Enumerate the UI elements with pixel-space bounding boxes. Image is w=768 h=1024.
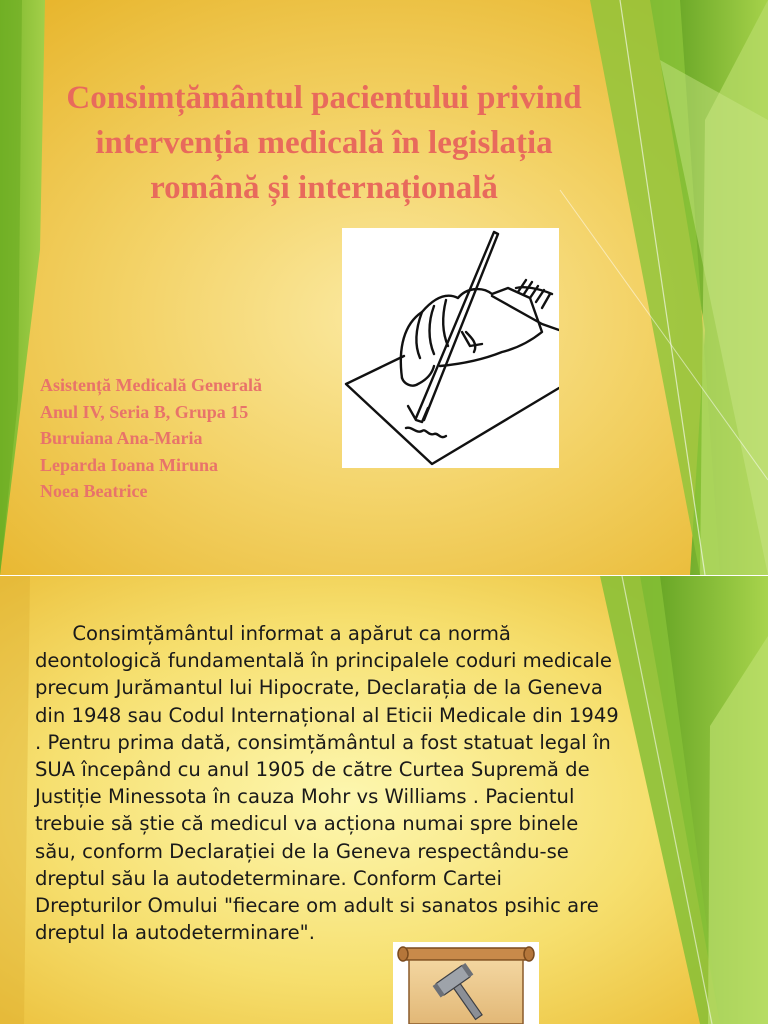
- slide-title: [10, 76, 638, 211]
- author-line: Buruiana Ana-Maria: [40, 428, 203, 448]
- content-slide: [0, 576, 768, 1024]
- paragraph-line: Consimțământul informat a apărut ca normă: [35, 622, 511, 645]
- hand-writing-with-pen-icon: [342, 228, 559, 468]
- author-line: Leparda Ioana Miruna: [40, 454, 219, 475]
- paragraph-line: precum Jurămantul lui Hipocrate, Declarația de la Geneva: [35, 676, 603, 700]
- paragraph-line: Justiție Minessota în cauza Mohr vs Williams . Pacientul: [35, 785, 575, 809]
- title-line: Consimțământul pacientului privind: [66, 80, 582, 116]
- authors-list: [40, 372, 340, 505]
- title-line: română și internațională: [150, 170, 498, 206]
- gavel-on-scroll-icon: [393, 942, 539, 1024]
- paragraph-line: SUA începând cu anul 1905 de către Curtea Supremă de: [35, 758, 590, 782]
- author-line: Asistență Medicală Generală: [40, 375, 262, 395]
- paragraph-line: dreptul său la autodeterminare. Conform Cartei: [35, 866, 502, 890]
- paragraph-line: trebuie să știe că medicul va acționa numai spre binele: [35, 812, 579, 836]
- paragraph-line: din 1948 sau Codul Internațional al Eticii Medicale din 1949: [35, 703, 619, 727]
- consent-paragraph: [35, 620, 725, 946]
- title-line: intervenția medicală în legislația: [95, 125, 553, 161]
- author-line: Anul IV, Seria B, Grupa 15: [40, 401, 249, 422]
- author-line: Noea Beatrice: [40, 481, 148, 501]
- paragraph-line: . Pentru prima dată, consimțământul a fost statuat legal în: [35, 730, 611, 754]
- paragraph-line: Drepturilor Omului "fiecare om adult si sanatos psihic are: [35, 894, 599, 918]
- paragraph-line: său, conform Declarației de la Geneva respectându-se: [35, 839, 569, 863]
- paragraph-line: deontologică fundamentală în principalele coduri medicale: [35, 649, 612, 673]
- paragraph-line: dreptul la autodeterminare".: [35, 921, 315, 945]
